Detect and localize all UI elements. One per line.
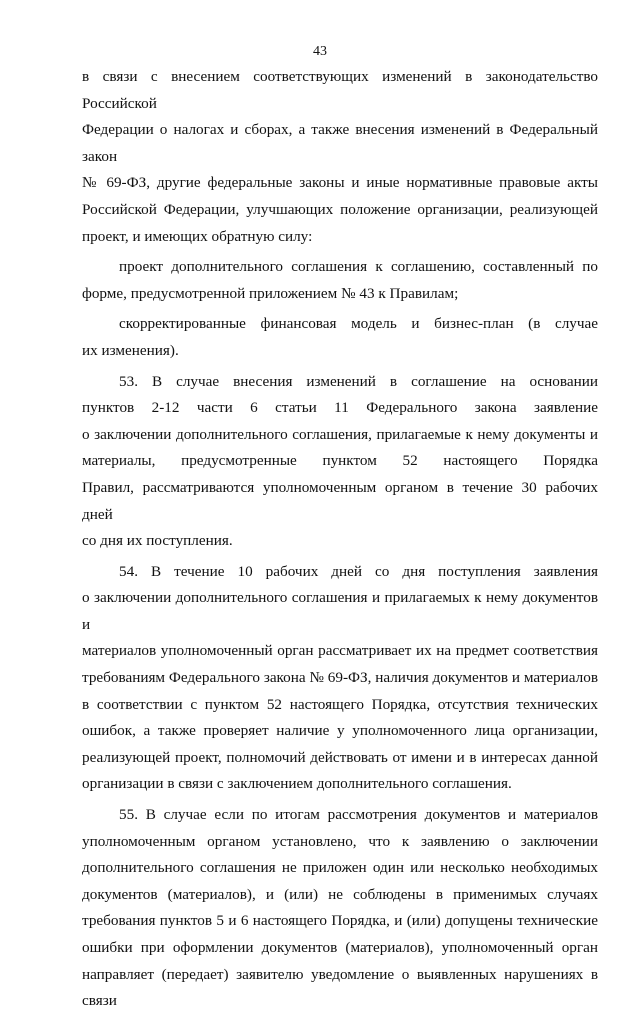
text-line: форме, предусмотренной приложением № 43 к Правилам;: [82, 284, 459, 302]
text-line: материалов уполномоченный орган рассматривает их на предмет соответствия: [82, 642, 598, 660]
text-line: Российской Федерации, улучшающих положение организации, реализующей: [82, 200, 598, 218]
text-line: ошибок, а также проверяет наличие у уполномоченного лица организации,: [82, 722, 598, 740]
text-line: Правил, рассматриваются уполномоченным органом в течение 30 рабочих дней: [82, 478, 598, 523]
text-line: документов (материалов), и (или) не соблюдены в применимых случаях: [82, 885, 598, 903]
paragraph-55: [82, 802, 598, 1015]
text-line: № 69-ФЗ, другие федеральные законы и иные нормативные правовые акты: [82, 174, 598, 192]
paragraph-financial-model: [82, 311, 598, 364]
text-line: в соответствии с пунктом 52 настоящего Порядка, отсутствия технических: [82, 695, 598, 713]
text-line: направляет (передает) заявителю уведомление о выявленных нарушениях в связи: [82, 965, 598, 1010]
text-line: проект, и имеющих обратную силу:: [82, 227, 313, 245]
text-line: уполномоченным органом установлено, что к заявлению о заключении: [82, 832, 598, 850]
text-line: о заключении дополнительного соглашения, прилагаемые к нему документы и: [82, 425, 598, 443]
text-line: 53. В случае внесения изменений в соглашение на основании: [119, 372, 598, 390]
text-line: ошибки при оформлении документов (материалов), уполномоченный орган: [82, 939, 598, 956]
paragraph-continuation: [82, 64, 598, 250]
paragraph-53: [82, 369, 598, 555]
text-line: материалы, предусмотренные пунктом 52 настоящего Порядка: [82, 452, 598, 470]
text-line: проект дополнительного соглашения к соглашению, составленный по: [119, 258, 598, 276]
text-line: требования пунктов 5 и 6 настоящего Порядка, и (или) допущены технические: [82, 912, 598, 930]
text-line: о заключении дополнительного соглашения и прилагаемых к нему документов и: [82, 589, 598, 633]
text-line: со дня их поступления.: [82, 532, 233, 550]
text-line: Федерации о налогах и сборах, а также внесения изменений в Федеральный закон: [82, 121, 598, 165]
page-number: 43: [313, 44, 327, 59]
paragraph-54: [82, 559, 598, 798]
text-line: организации в связи с заключением дополнительного соглашения.: [82, 775, 512, 793]
document-body: [82, 64, 598, 1015]
paragraph-draft-agreement: [82, 254, 598, 307]
text-line: пунктов 2-12 части 6 статьи 11 Федерального закона заявление: [82, 399, 598, 417]
text-line: 55. В случае если по итогам рассмотрения документов и материалов: [119, 806, 598, 824]
text-line: скорректированные финансовая модель и бизнес-план (в случае: [119, 315, 598, 333]
text-line: 54. В течение 10 рабочих дней со дня поступления заявления: [119, 562, 598, 580]
text-line: реализующей проект, полномочий действовать от имени и в интересах данной: [82, 748, 598, 766]
text-line: в связи с внесением соответствующих изменений в законодательство Российской: [82, 68, 598, 112]
text-line: дополнительного соглашения не приложен один или несколько необходимых: [82, 859, 598, 877]
text-line: требованиям Федерального закона № 69-ФЗ, наличия документов и материалов: [82, 669, 598, 687]
text-line: их изменения).: [82, 341, 179, 359]
